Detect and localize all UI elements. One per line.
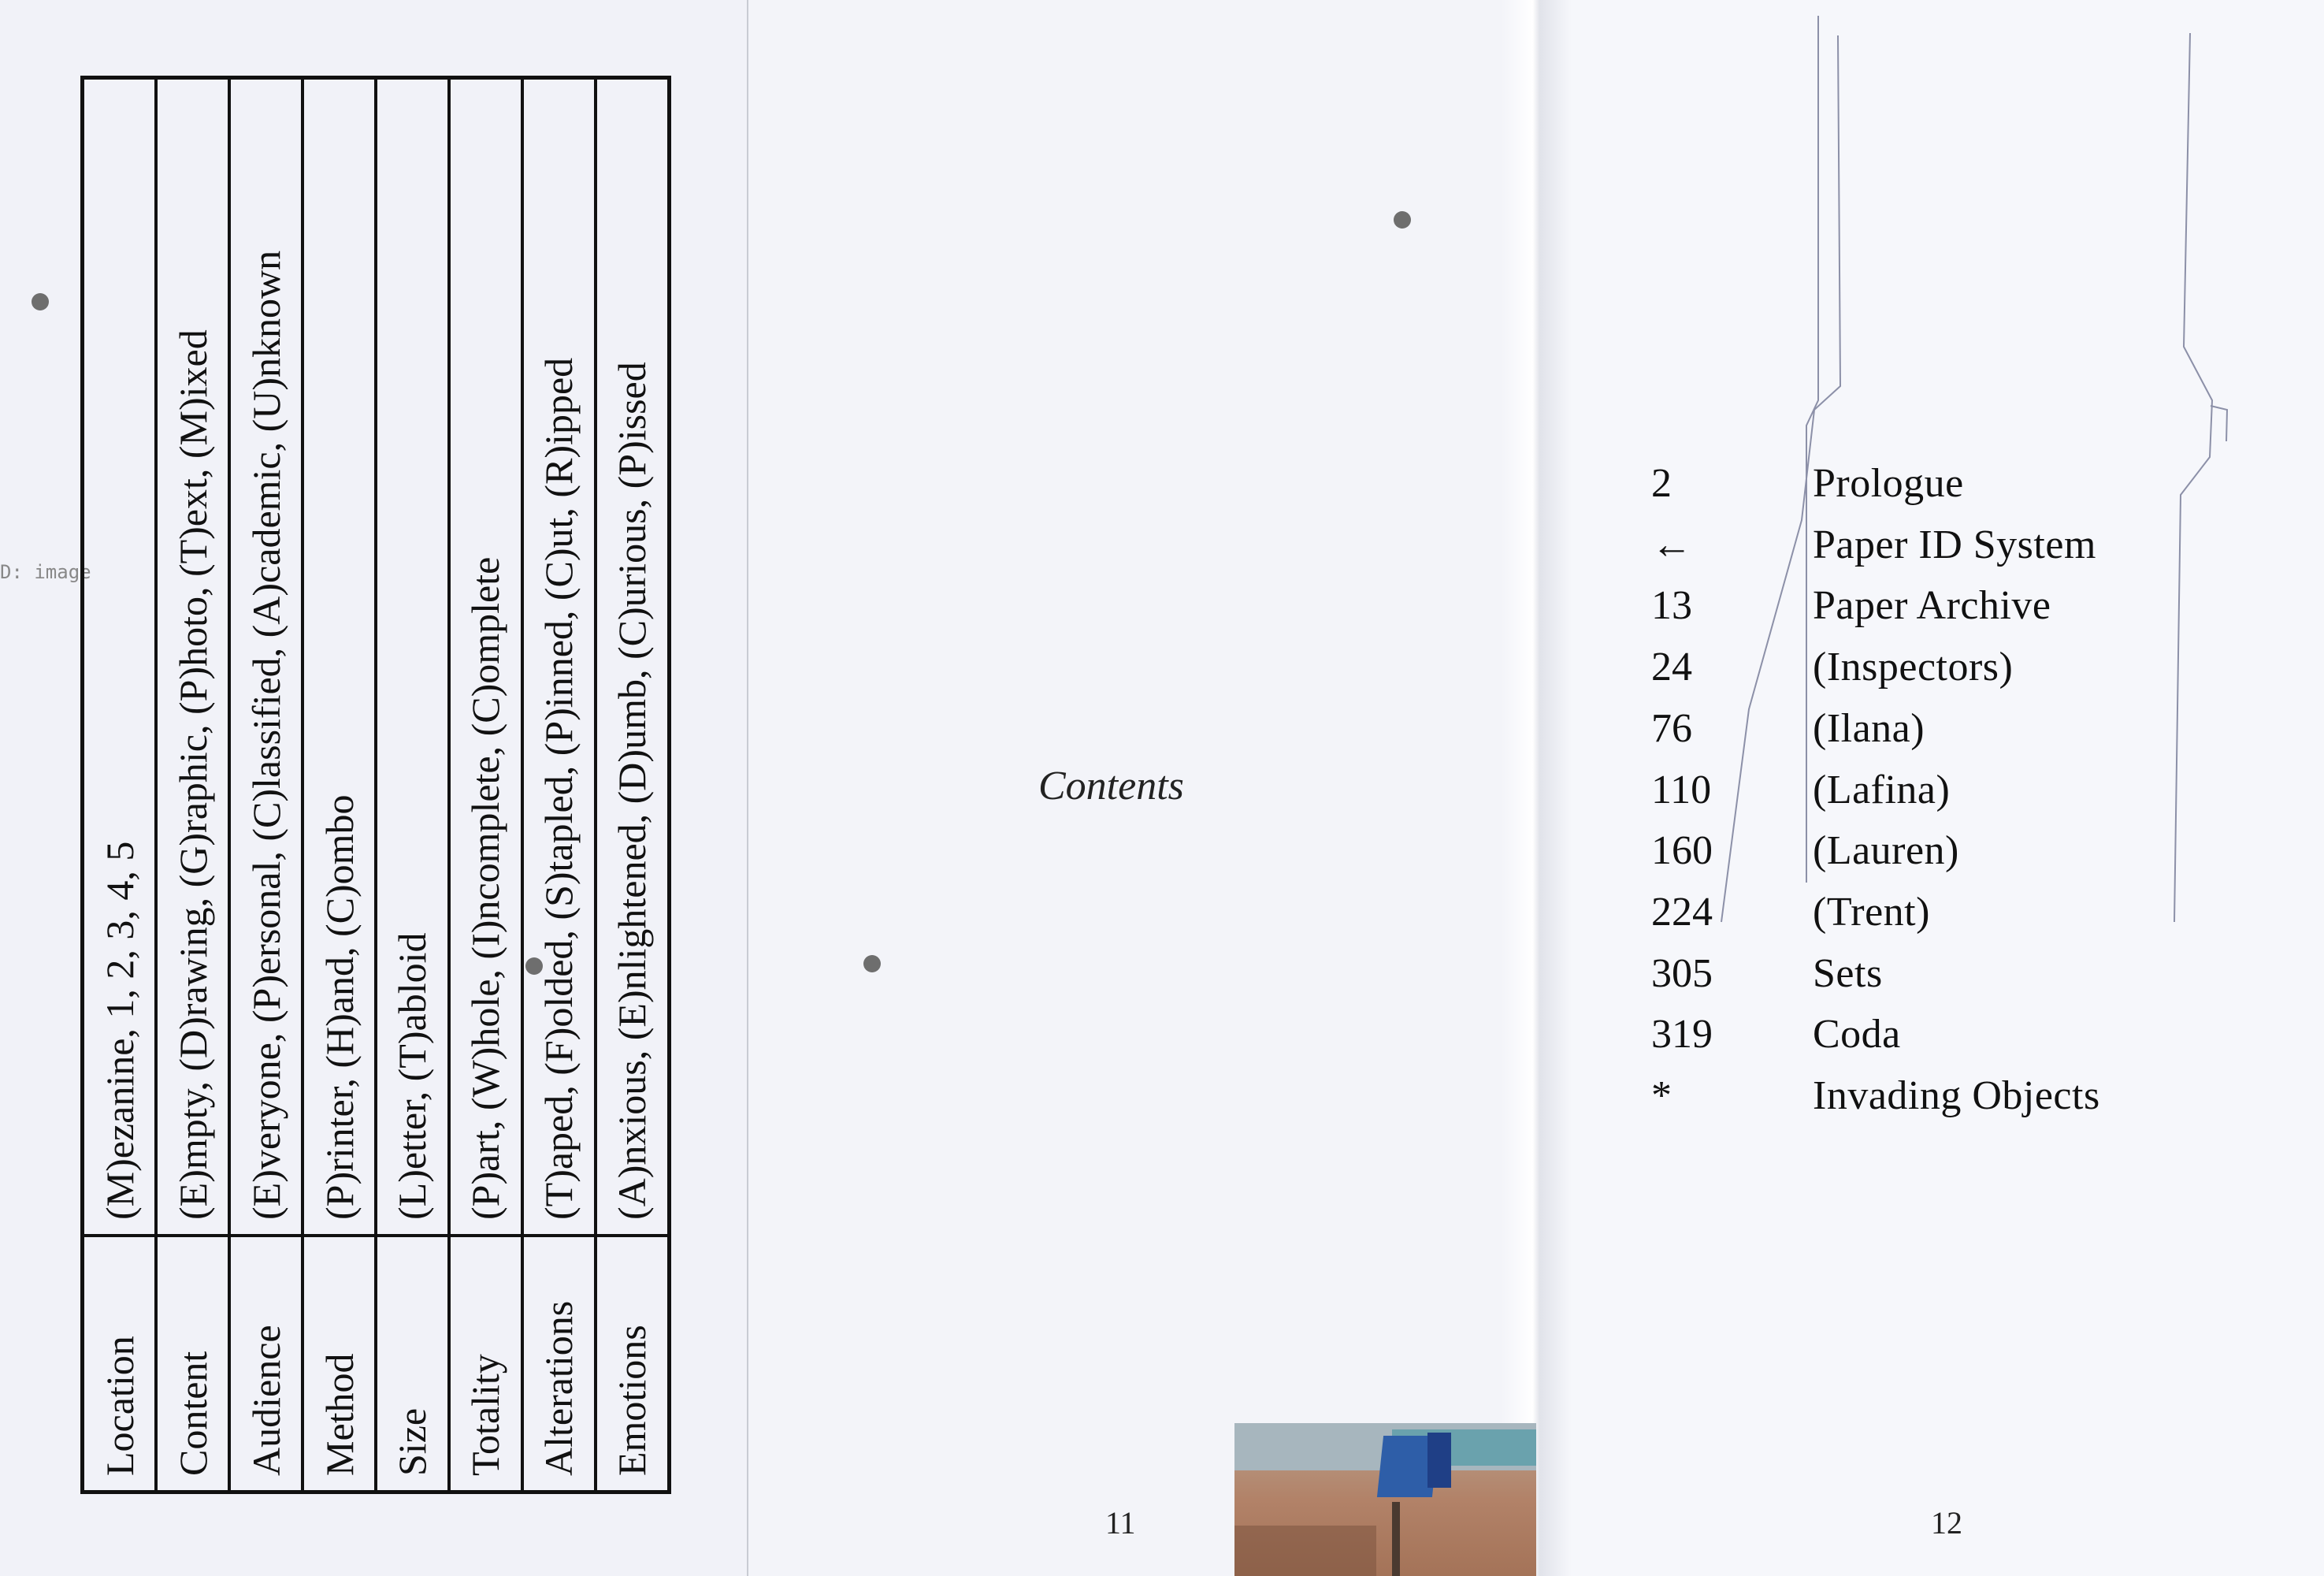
- toc-entry: [1651, 882, 2100, 943]
- toc-page-number: 319: [1651, 1012, 1713, 1057]
- toc-page-number: 2: [1651, 461, 1672, 506]
- id-table-values: (P)rinter, (H)and, (C)ombo: [303, 78, 376, 1236]
- toc-entry: [1651, 515, 2100, 576]
- toc-page-number: ←: [1651, 522, 1692, 567]
- toc-label: (Inspectors): [1813, 645, 2014, 690]
- id-table-label: Method: [303, 1236, 376, 1492]
- toc-page-number: 76: [1651, 705, 1692, 751]
- id-table-values: (A)nxious, (E)nlightened, (D)umb, (C)urious, (P)issed: [596, 78, 670, 1236]
- id-table-values: (P)art, (W)hole, (I)ncomplete, (C)omplete: [449, 78, 522, 1236]
- toc-entry: [1651, 637, 2100, 698]
- id-table-values: (M)ezanine, 1, 2, 3, 4, 5: [83, 78, 157, 1236]
- toc-entry: [1651, 1004, 2100, 1065]
- toc-entry: [1651, 760, 2100, 821]
- toc-label: Paper Archive: [1813, 583, 2051, 629]
- toc-label: (Lafina): [1813, 767, 1951, 812]
- toc-entry: [1651, 820, 2100, 882]
- id-table-label: Content: [156, 1236, 229, 1492]
- toc-label: Invading Objects: [1813, 1073, 2100, 1119]
- toc-page-number: 160: [1651, 828, 1713, 874]
- toc-entry: [1651, 698, 2100, 760]
- toc-label: (Trent): [1813, 889, 1930, 935]
- id-table-label: Location: [83, 1236, 157, 1492]
- toc-page-number: 305: [1651, 950, 1713, 996]
- contents-title: Contents: [1038, 764, 1184, 808]
- page-number-12: 12: [1931, 1505, 1962, 1541]
- toc-label: Prologue: [1813, 461, 1964, 506]
- id-table-label: Emotions: [596, 1236, 670, 1492]
- toc-page-number: 224: [1651, 889, 1713, 935]
- toc-page-number: *: [1651, 1073, 1672, 1119]
- id-table-values: (T)aped, (F)olded, (S)tapled, (P)inned, (C)ut, (R)ipped: [522, 78, 596, 1236]
- toc-page-number: 13: [1651, 583, 1692, 629]
- toc-label: Coda: [1813, 1012, 1901, 1057]
- toc-label: (Lauren): [1813, 828, 1959, 874]
- toc-entry: [1651, 943, 2100, 1005]
- id-table-label: Totality: [449, 1236, 522, 1492]
- toc-page-number: 24: [1651, 645, 1692, 690]
- id-table-label: Alterations: [522, 1236, 596, 1492]
- toc-entry: [1651, 453, 2100, 515]
- table-of-contents: [1651, 453, 2100, 1127]
- id-table-label: Audience: [229, 1236, 303, 1492]
- image-alt-text: D: image: [0, 561, 91, 583]
- id-table-values: (E)veryone, (P)ersonal, (C)lassified, (A)cademic, (U)nknown: [229, 78, 303, 1236]
- toc-entry: [1651, 1065, 2100, 1127]
- toc-entry: [1651, 575, 2100, 637]
- toc-label: Sets: [1813, 950, 1883, 996]
- page-number-11: 11: [1105, 1505, 1136, 1541]
- id-table-values: (L)etter, (T)abloid: [376, 78, 449, 1236]
- toc-label: (Ilana): [1813, 705, 1925, 751]
- id-table-label: Size: [376, 1236, 449, 1492]
- toc-label: Paper ID System: [1813, 522, 2096, 567]
- toc-page-number: 110: [1651, 767, 1712, 812]
- id-table-values: (E)mpty, (D)rawing, (G)raphic, (P)hoto, (T)ext, (M)ixed: [156, 78, 229, 1236]
